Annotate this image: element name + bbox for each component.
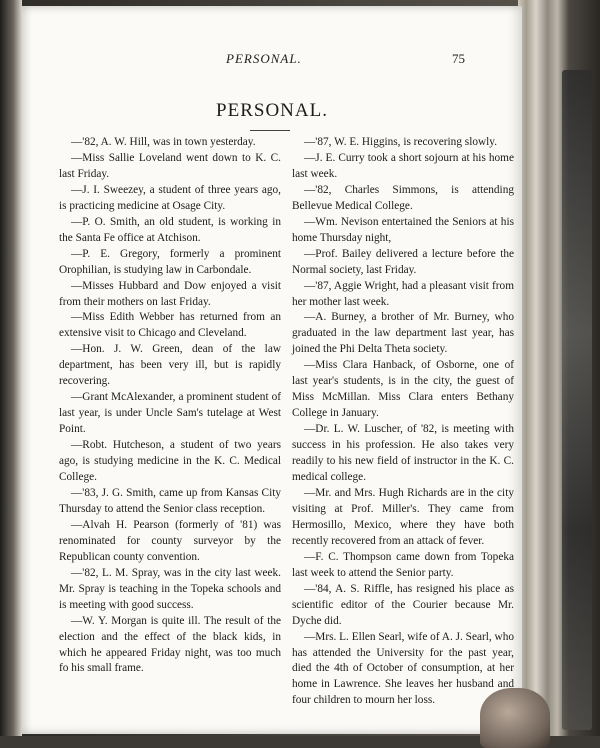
news-item: —Mr. and Mrs. Hugh Richards are in the city visiting at Prof. Miller's. They came from Hermosillo, Mexico, where they have both recently recovered from an attack of fever. bbox=[292, 486, 514, 547]
news-item: —Mrs. L. Ellen Searl, wife of A. J. Searl, who has attended the University for the past year, died the 4th of October of consumption, at her home in Lawrence. She leaves her husband and four children to mourn her loss. bbox=[292, 630, 514, 707]
news-item: —'83, J. G. Smith, came up from Kansas City Thursday to attend the Senior class reception. bbox=[59, 486, 281, 515]
book-binding bbox=[0, 0, 22, 736]
title-rule bbox=[250, 130, 290, 131]
news-item: —Alvah H. Pearson (formerly of '81) was renominated for county surveyor by the Republican county convention. bbox=[59, 518, 281, 563]
news-item: —Grant McAlexander, a prominent student of last year, is under Uncle Sam's tutelage at West Point. bbox=[59, 391, 281, 436]
news-item: —J. E. Curry took a short sojourn at his home last week. bbox=[292, 151, 514, 180]
news-item: —'82, A. W. Hill, was in town yesterday. bbox=[71, 136, 256, 148]
news-item: —'82, Charles Simmons, is attending Bellevue Medical College. bbox=[292, 183, 514, 212]
section-title: PERSONAL. bbox=[216, 100, 328, 121]
right-column bbox=[292, 135, 514, 709]
news-item: —Hon. J. W. Green, dean of the law department, has been very ill, but is rapidly recovering. bbox=[59, 343, 281, 388]
news-item: —J. I. Sweezey, a student of three years ago, is practicing medicine at Osage City. bbox=[59, 183, 281, 212]
news-item: —'84, A. S. Riffle, has resigned his place as scientific editor of the Courier because Mr. Dyche did. bbox=[292, 582, 514, 627]
scanner-thumb bbox=[480, 688, 550, 748]
news-item: —Wm. Nevison entertained the Seniors at his home Thursday night, bbox=[292, 215, 514, 244]
news-item: —Miss Edith Webber has returned from an extensive visit to Chicago and Cleveland. bbox=[59, 311, 281, 340]
running-head-title: PERSONAL. bbox=[226, 51, 302, 66]
news-item: —Miss Clara Hanback, of Osborne, one of last year's students, is in the city, the guest of Miss McMillan. Miss Clara enters Bethany College in January. bbox=[292, 359, 514, 420]
news-item: —Dr. L. W. Luscher, of '82, is meeting with success in his profession. He also takes very readily to his new field of instructor in the K. C. medical college. bbox=[292, 423, 514, 484]
news-item: —F. C. Thompson came down from Topeka last week to attend the Senior party. bbox=[292, 550, 514, 579]
news-item: —Misses Hubbard and Dow enjoyed a visit from their mothers on last Friday. bbox=[59, 279, 281, 308]
news-item: —W. Y. Morgan is quite ill. The result of the election and the effect of the black kids, in which he appeared Friday night, was too much fo his small frame. bbox=[59, 614, 281, 675]
news-item: —Miss Sallie Loveland went down to K. C. last Friday. bbox=[59, 151, 281, 180]
running-head bbox=[22, 51, 522, 71]
page-number: 75 bbox=[452, 51, 465, 66]
news-item: —'87, Aggie Wright, had a pleasant visit from her mother last week. bbox=[292, 279, 514, 308]
news-item: —Robt. Hutcheson, a student of two years ago, is studying medicine in the K. C. Medical College. bbox=[59, 439, 281, 484]
news-item: —'87, W. E. Higgins, is recovering slowly. bbox=[304, 136, 498, 148]
news-item: —'82, L. M. Spray, was in the city last week. Mr. Spray is teaching in the Topeka schools and is meeting with good success. bbox=[59, 566, 281, 611]
news-item: —A. Burney, a brother of Mr. Burney, who graduated in the law department last year, has joined the Phi Delta Theta society. bbox=[292, 311, 514, 356]
news-item: —P. E. Gregory, formerly a prominent Orophilian, is studying law in Carbondale. bbox=[59, 247, 281, 276]
news-item: —Prof. Bailey delivered a lecture before the Normal society, last Friday. bbox=[292, 247, 514, 276]
left-column bbox=[59, 135, 281, 677]
news-item: —P. O. Smith, an old student, is working in the Santa Fe office at Atchison. bbox=[59, 215, 281, 244]
book-clamp bbox=[562, 70, 592, 730]
book-page bbox=[22, 6, 522, 734]
